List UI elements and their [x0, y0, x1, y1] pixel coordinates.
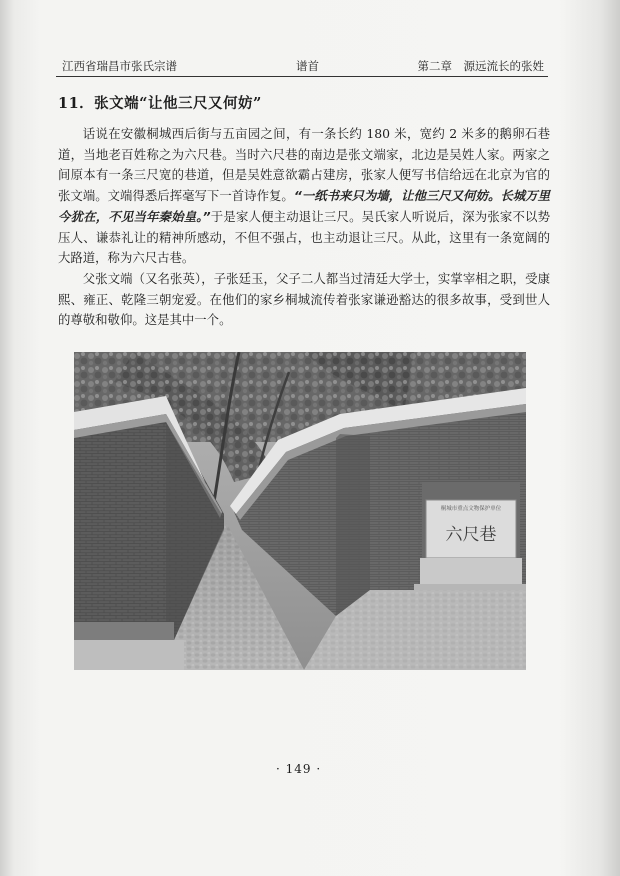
six-foot-alley-image	[74, 352, 526, 670]
header-rule	[56, 76, 548, 77]
header-section: 谱首	[296, 59, 319, 73]
article-body	[58, 124, 550, 331]
alley-plaque	[414, 482, 526, 602]
paragraph-story	[58, 124, 550, 269]
paragraph-family: 父张文端（又名张英），子张廷玉，父子二人都当过清廷大学士，实掌宰相之职，受康熙、雍正、乾隆三朝宠爱。在他们的家乡桐城流传着张家谦逊豁达的很多故事，受到世人的尊敬和敬仰。这是其中一个。	[58, 270, 550, 328]
paragraph-story-outcome: 于是家人便主动退让三尺。吴氏家人听说后，深为张家不以势压人、谦恭礼让的精神所感动，不但不强占，也主动退让三尺。从此，这里有一条宽阔的大路道，称为六尺古巷。	[58, 208, 551, 266]
alley-photo	[74, 352, 526, 670]
poem-quote: “一纸书来只为墙，让他三尺又何妨。长城万里今犹在，不见当年秦始皇。”	[58, 188, 551, 224]
paragraph-story-intro: 话说在安徽桐城西后街与五亩园之间，有一条长约 180 米，宽约 2 米多的鹅卵石巷道，当地老百姓称之为六尺巷。当时六尺巷的南边是张文端家，北边是吴姓人家。两家之间原本有一条三尺宽的巷道，但是吴姓意欲霸占建房，张家人便写书信给远在北京为官的张文端。文端得悉后挥毫写下一首诗作复。	[58, 126, 550, 204]
header-book-title: 江西省瑞昌市张氏宗谱	[62, 59, 177, 73]
plaque-caption: 桐城市重点文物保护单位	[440, 506, 502, 512]
section-heading: 11．张文端“让他三尺又何妨”	[58, 95, 262, 112]
plaque-title: 六尺巷	[445, 525, 497, 545]
header-chapter: 第二章 源远流长的张姓	[417, 59, 544, 73]
running-header	[56, 58, 550, 76]
page-number: · 149 ·	[276, 762, 322, 776]
